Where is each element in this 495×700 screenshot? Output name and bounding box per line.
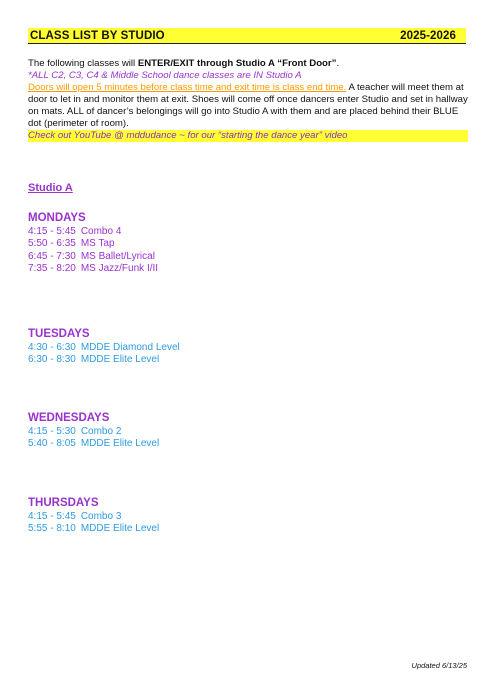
tuesday-block: [28, 328, 180, 367]
studio-a-note: *ALL C2, C3, C4 & Middle School dance classes are IN Studio A: [28, 70, 302, 81]
entry-prefix: The following classes will: [28, 58, 138, 69]
door-info: [28, 82, 468, 130]
entry-suffix: .: [336, 58, 340, 69]
class-row: [28, 511, 159, 524]
doors-open-text: Doors will open 5 minutes before class time and exit time is class end time.: [28, 82, 347, 93]
class-time: 4:15 - 5:45: [28, 225, 76, 237]
class-time: 5:55 - 8:10: [28, 523, 76, 534]
class-row: [28, 354, 180, 367]
class-row: [28, 426, 159, 439]
entry-instructions: [28, 58, 468, 70]
monday-heading: MONDAYS: [28, 212, 86, 224]
class-row: [28, 263, 158, 276]
class-row: [28, 251, 158, 264]
wednesday-heading: WEDNESDAYS: [28, 412, 110, 424]
thursday-block: [28, 497, 159, 536]
updated-date: Updated 6/13/25: [411, 661, 467, 670]
class-time: 5:40 - 8:05: [28, 438, 76, 449]
class-name: MDDE Diamond Level: [80, 341, 180, 353]
class-name: MDDE Elite Level: [80, 523, 160, 534]
class-name: Combo 3: [80, 510, 122, 522]
class-row: [28, 523, 159, 536]
class-time: 4:30 - 6:30: [28, 341, 76, 353]
school-year: 2025-2026: [400, 29, 456, 42]
class-time: 4:15 - 5:30: [28, 425, 76, 437]
monday-block: [28, 212, 158, 276]
class-time: 6:30 - 8:30: [28, 354, 76, 365]
studio-a-heading: Studio A: [28, 182, 73, 194]
class-row: [28, 238, 158, 251]
entry-door: ENTER/EXIT through Studio A “Front Door”: [137, 58, 337, 69]
class-name: MDDE Elite Level: [80, 354, 160, 365]
thursday-heading: THURSDAYS: [28, 497, 99, 509]
class-name: MDDE Elite Level: [80, 438, 160, 449]
title-bar: [28, 28, 466, 44]
class-name: Combo 2: [80, 425, 122, 437]
class-name: MS Jazz/Funk I/II: [80, 263, 159, 274]
class-row: [28, 342, 180, 355]
class-row: [28, 226, 158, 239]
class-name: MS Ballet/Lyrical: [80, 250, 155, 262]
class-time: 5:50 - 6:35: [28, 238, 76, 249]
class-name: MS Tap: [80, 238, 115, 249]
class-time: 4:15 - 5:45: [28, 510, 76, 522]
tuesday-heading: TUESDAYS: [28, 328, 90, 340]
wednesday-block: [28, 412, 159, 451]
intro-text: [28, 58, 468, 142]
class-time: 7:35 - 8:20: [28, 263, 76, 274]
class-time: 6:45 - 7:30: [28, 250, 76, 262]
class-name: Combo 4: [80, 225, 122, 237]
youtube-note: Check out YouTube @ mddudance ~ for our “starting the dance year” video: [28, 130, 468, 142]
class-row: [28, 438, 159, 451]
door-procedure-text: A teacher will meet them at door to let in and monitor them at exit. Shoes will come off once dancers enter Studio and set in hallway on mats. ALL of dancer’s belongings will go into Studio A with them and are placed behind their BLUE dot (perimeter of room).: [28, 82, 468, 129]
page-title: CLASS LIST BY STUDIO: [30, 29, 165, 42]
